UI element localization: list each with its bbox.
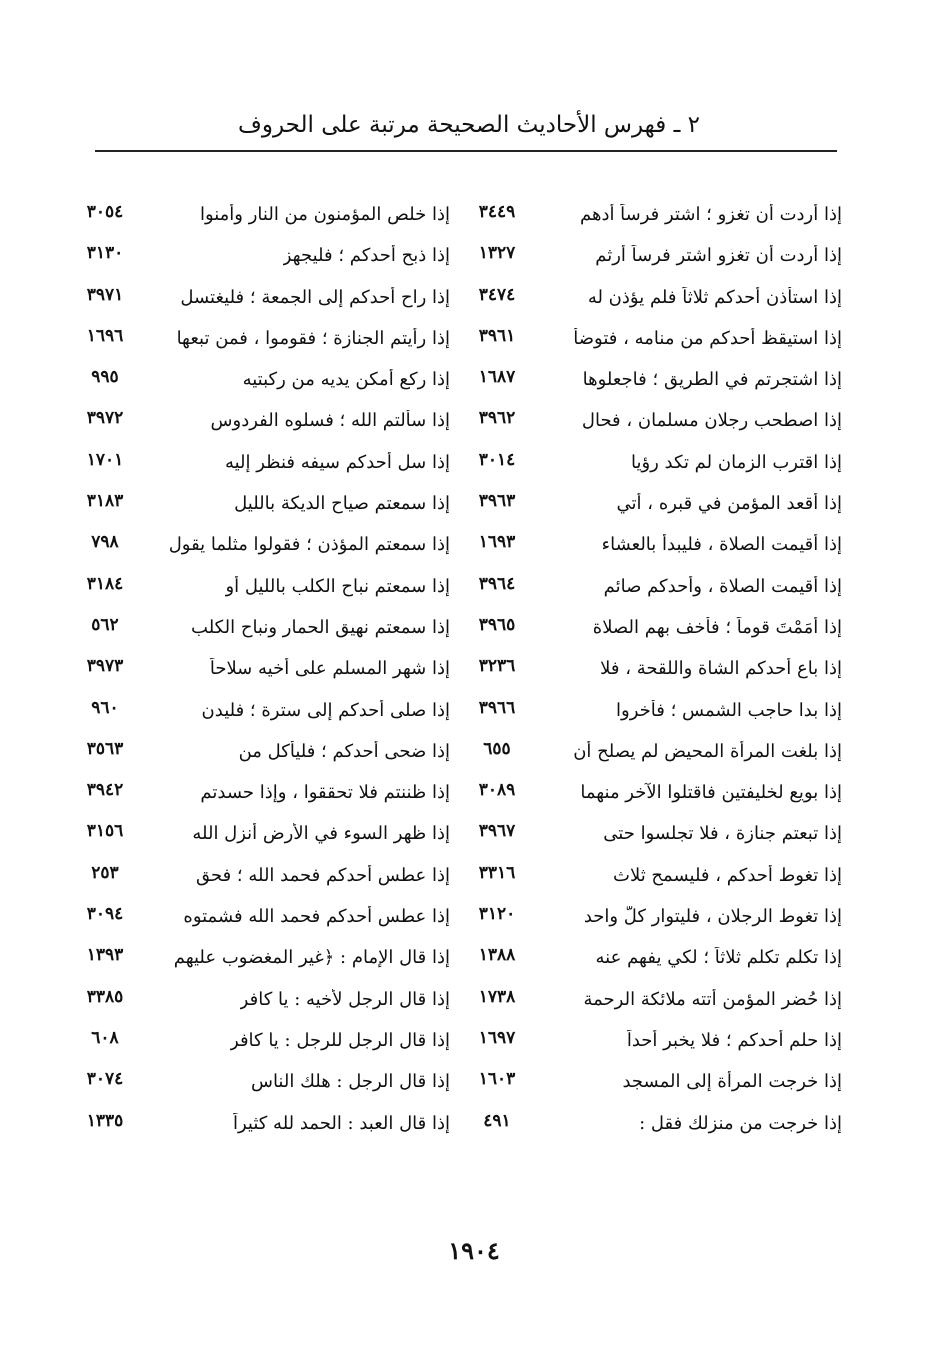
page-number: ١٩٠٤	[448, 1236, 500, 1265]
hadith-number: ٣٩٧٢	[86, 408, 124, 429]
index-entry	[70, 444, 450, 485]
hadith-number: ١٦٩٧	[478, 1027, 516, 1048]
hadith-number: ٦٥٥	[483, 738, 511, 759]
hadith-incipit: إذا باع أحدكم الشاة واللقحة ، فلا	[600, 658, 842, 680]
hadith-incipit: إذا شهر المسلم على أخيه سلاحاً	[209, 658, 450, 680]
index-entry	[462, 237, 842, 278]
index-entry	[462, 815, 842, 856]
hadith-incipit: إذا اصطحب رجلان مسلمان ، فحال	[581, 410, 842, 432]
hadith-number: ٣٩٧٣	[86, 656, 124, 677]
hadith-number: ١٣٣٥	[86, 1110, 124, 1131]
hadith-number: ٣٥٦٣	[86, 738, 124, 759]
index-entry	[462, 692, 842, 733]
hadith-incipit: إذا استيقظ أحدكم من منامه ، فتوضأ	[573, 327, 842, 349]
hadith-number: ٣٩٦٢	[478, 408, 516, 429]
hadith-number: ١٦٠٣	[478, 1069, 516, 1090]
hadith-incipit: إذا تبعتم جنازة ، فلا تجلسوا حتى	[603, 823, 842, 845]
hadith-number: ٢٥٣	[91, 862, 119, 883]
index-entry	[462, 526, 842, 567]
hadith-incipit: إذا عطس أحدكم فحمد الله ؛ فحق	[195, 864, 450, 886]
hadith-number: ١٣٢٧	[478, 243, 516, 264]
hadith-incipit: إذا اقترب الزمان لم تكد رؤيا	[630, 451, 842, 473]
index-entry	[70, 279, 450, 320]
hadith-incipit: إذا حُضر المؤمن أتته ملائكة الرحمة	[583, 988, 842, 1010]
hadith-incipit: إذا أردت أن تغزو اشتر فرساً أرثم	[595, 245, 842, 267]
hadith-incipit: إذا تغوط الرجلان ، فليتوار كلُّ واحد	[583, 906, 842, 928]
hadith-incipit: إذا راح أحدكم إلى الجمعة ؛ فليغتسل	[180, 286, 450, 308]
hadith-incipit: إذا حلم أحدكم ؛ فلا يخبر أحداً	[626, 1029, 842, 1051]
index-entry	[70, 981, 450, 1022]
index-entry	[462, 733, 842, 774]
hadith-number: ٣٩٤٢	[86, 780, 124, 801]
hadith-incipit: إذا قال الرجل لأخيه : يا كافر	[239, 988, 450, 1010]
index-entry	[462, 774, 842, 815]
hadith-incipit: إذا سألتم الله ؛ فسلوه الفردوس	[210, 410, 450, 432]
hadith-number: ٣٩٦١	[478, 325, 516, 346]
hadith-incipit: إذا أقيمت الصلاة ، فليبدأ بالعشاء	[601, 534, 842, 556]
index-entry	[462, 1063, 842, 1104]
index-entry	[462, 568, 842, 609]
hadith-incipit: إذا أردت أن تغزو ؛ اشتر فرساً أدهم	[579, 204, 842, 225]
hadith-number: ٣٩٦٤	[478, 573, 516, 594]
hadith-number: ٥٦٢	[91, 614, 119, 635]
index-column-right	[462, 196, 842, 1146]
index-entry	[70, 402, 450, 443]
hadith-number: ٩٩٥	[91, 367, 119, 388]
hadith-number: ٦٠٨	[91, 1027, 119, 1048]
hadith-incipit: إذا سمعتم المؤذن ؛ فقولوا مثلما يقول	[168, 534, 450, 556]
index-entry	[70, 815, 450, 856]
index-entry	[462, 1022, 842, 1063]
index-entry	[70, 898, 450, 939]
hadith-incipit: إذا سل أحدكم سيفه فنظر إليه	[224, 451, 450, 473]
hadith-number: ٣٠١٤	[478, 449, 516, 470]
hadith-incipit: إذا ضحى أحدكم ؛ فليأكل من	[238, 740, 450, 762]
index-entry	[70, 939, 450, 980]
index-column-left	[70, 196, 450, 1146]
hadith-incipit: إذا بويع لخليفتين فاقتلوا الآخر منهما	[580, 782, 842, 804]
hadith-incipit: إذا خرجت من منزلك فقل :	[639, 1112, 842, 1134]
hadith-number: ٣٢٣٦	[478, 656, 516, 677]
hadith-incipit: إذا خرجت المرأة إلى المسجد	[622, 1071, 842, 1093]
hadith-incipit: إذا أَمَمْتَ قوماً ؛ فأخف بهم الصلاة	[592, 616, 842, 638]
hadith-number: ١٧٣٨	[478, 986, 516, 1007]
index-entry	[70, 568, 450, 609]
index-entry	[70, 1063, 450, 1104]
hadith-number: ٣٩٦٥	[478, 614, 516, 635]
hadith-number: ٣٠٧٤	[86, 1069, 124, 1090]
index-entry	[70, 485, 450, 526]
hadith-incipit: إذا بلغت المرأة المحيض لم يصلح أن	[573, 740, 842, 762]
index-entry	[70, 1022, 450, 1063]
index-entry	[462, 650, 842, 691]
hadith-number: ٣١٨٣	[86, 491, 124, 512]
hadith-incipit: إذا ظننتم فلا تحققوا ، وإذا حسدتم	[200, 782, 450, 804]
index-entry	[462, 320, 842, 361]
hadith-incipit: إذا عطس أحدكم فحمد الله فشمتوه	[183, 906, 450, 928]
index-entry	[462, 402, 842, 443]
index-entry	[70, 237, 450, 278]
hadith-number: ٣١٥٦	[86, 821, 124, 842]
index-entry	[462, 609, 842, 650]
hadith-number: ٣١٣٠	[86, 243, 124, 264]
hadith-incipit: إذا أقعد المؤمن في قبره ، أتي	[616, 493, 842, 515]
hadith-incipit: إذا قال الرجل : هلك الناس	[250, 1071, 450, 1093]
hadith-incipit: إذا قال الإمام : ﴿غير المغضوب عليهم	[173, 947, 450, 969]
hadith-number: ٤٩١	[483, 1110, 511, 1131]
hadith-number: ١٦٨٧	[478, 367, 516, 388]
hadith-incipit: إذا بدا حاجب الشمس ؛ فأخروا	[616, 699, 842, 721]
hadith-number: ٧٩٨	[91, 532, 119, 553]
index-entry	[70, 320, 450, 361]
hadith-incipit: إذا استأذن أحدكم ثلاثاً فلم يؤذن له	[587, 286, 842, 308]
hadith-incipit: إذا خلص المؤمنون من النار وأمنوا	[199, 204, 450, 225]
index-entry	[462, 1105, 842, 1146]
hadith-incipit: إذا اشتجرتم في الطريق ؛ فاجعلوها	[582, 369, 842, 391]
hadith-number: ١٣٩٣	[86, 945, 124, 966]
hadith-incipit: إذا ذبح أحدكم ؛ فليجهز	[282, 245, 450, 267]
hadith-number: ٣٣٨٥	[86, 986, 124, 1007]
page-header-title: ٢ ـ فهرس الأحاديث الصحيحة مرتبة على الحروف	[238, 112, 700, 138]
index-entry	[70, 1105, 450, 1146]
index-entry	[70, 609, 450, 650]
hadith-incipit: إذا تكلم تكلم ثلاثاً ؛ لكي يفهم عنه	[595, 947, 842, 969]
index-entry	[70, 857, 450, 898]
hadith-number: ٣٠٨٩	[478, 780, 516, 801]
hadith-number: ٣٩٦٦	[478, 697, 516, 718]
hadith-number: ١٦٩٦	[86, 325, 124, 346]
hadith-incipit: إذا ركع أمكن يديه من ركبتيه	[242, 369, 450, 391]
index-entry	[462, 898, 842, 939]
hadith-incipit: إذا ظهر السوء في الأرض أنزل الله	[192, 823, 450, 845]
index-entry	[70, 650, 450, 691]
hadith-incipit: إذا أقيمت الصلاة ، وأحدكم صائم	[603, 575, 842, 597]
hadith-incipit: إذا صلى أحدكم إلى سترة ؛ فليدن	[201, 699, 450, 721]
hadith-incipit: إذا رأيتم الجنازة ؛ فقوموا ، فمن تبعها	[176, 327, 450, 349]
index-entry	[70, 526, 450, 567]
index-entry	[462, 196, 842, 237]
hadith-number: ٣١٢٠	[478, 904, 516, 925]
index-entry	[462, 981, 842, 1022]
index-entry	[462, 857, 842, 898]
hadith-number: ٣٩٦٧	[478, 821, 516, 842]
index-entry	[462, 939, 842, 980]
hadith-number: ١٣٨٨	[478, 945, 516, 966]
hadith-incipit: إذا سمعتم نباح الكلب بالليل أو	[225, 575, 450, 597]
hadith-number: ٩٦٠	[91, 697, 119, 718]
hadith-number: ٣٤٤٩	[478, 202, 516, 222]
hadith-number: ١٧٠١	[86, 449, 124, 470]
hadith-incipit: إذا سمعتم صياح الديكة بالليل	[234, 493, 450, 515]
hadith-incipit: إذا تغوط أحدكم ، فليسمح ثلاث	[613, 864, 842, 886]
index-entry	[70, 692, 450, 733]
index-entry	[462, 279, 842, 320]
hadith-number: ٣٩٧١	[86, 284, 124, 305]
hadith-number: ٣٠٩٤	[86, 904, 124, 925]
hadith-number: ٣٩٦٣	[478, 491, 516, 512]
hadith-number: ٣٤٧٤	[478, 284, 516, 305]
hadith-incipit: إذا سمعتم نهيق الحمار ونباح الكلب	[191, 616, 450, 638]
index-entry	[462, 485, 842, 526]
index-entry	[70, 196, 450, 237]
hadith-number: ٣٠٥٤	[86, 202, 124, 222]
header-divider	[95, 150, 837, 152]
index-entry	[70, 774, 450, 815]
hadith-incipit: إذا قال الرجل للرجل : يا كافر	[230, 1029, 450, 1051]
hadith-number: ١٦٩٣	[478, 532, 516, 553]
hadith-number: ٣١٨٤	[86, 573, 124, 594]
index-entry	[462, 361, 842, 402]
index-entry	[70, 733, 450, 774]
hadith-incipit: إذا قال العبد : الحمد لله كثيراً	[232, 1112, 450, 1134]
index-entry	[70, 361, 450, 402]
index-entry	[462, 444, 842, 485]
hadith-number: ٣٣١٦	[478, 862, 516, 883]
